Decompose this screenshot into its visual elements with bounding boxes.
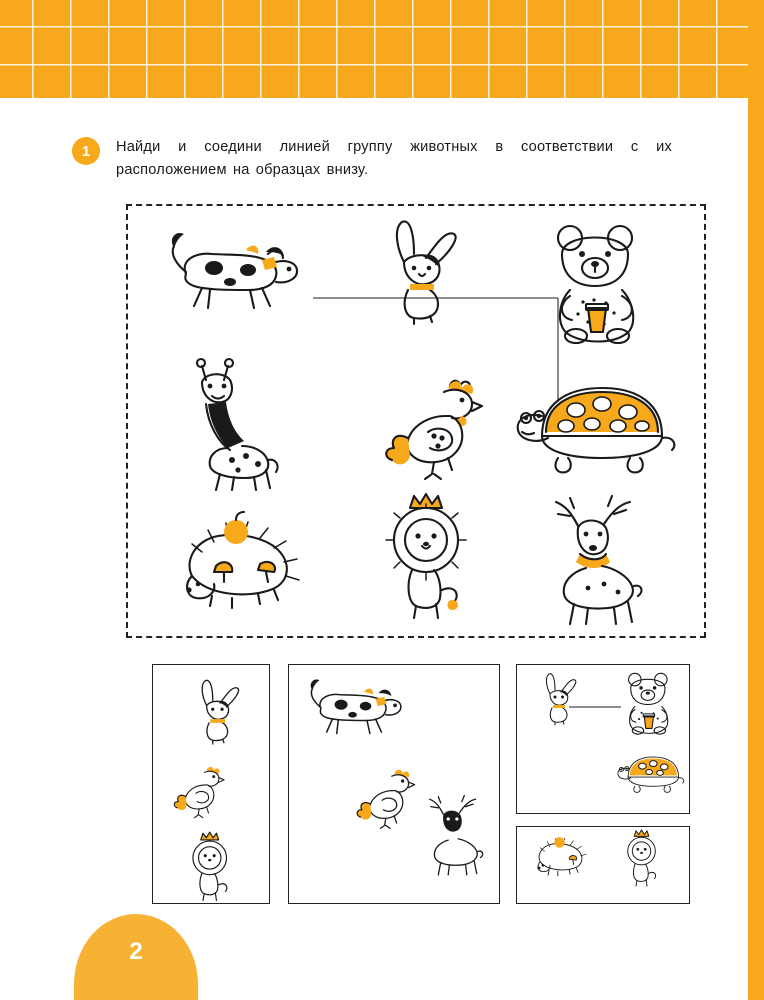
- animal-turtle[interactable]: [506, 374, 686, 479]
- right-accent-bar: [748, 0, 764, 1000]
- animal-giraffe[interactable]: [172, 350, 292, 490]
- animal-rooster[interactable]: [376, 370, 506, 480]
- task-number-badge: 1: [72, 137, 100, 165]
- task-instruction-text: Найди и соедини линией группу животных в соответствии с их расположением на образцах внизу.: [116, 139, 672, 178]
- sample-b-figures: [289, 665, 499, 903]
- page-number: 2: [129, 938, 143, 965]
- animal-bear[interactable]: [528, 210, 668, 350]
- sample-box-diagonal[interactable]: [288, 664, 500, 904]
- animal-lion[interactable]: [364, 492, 484, 622]
- sample-a-figures: [153, 665, 269, 903]
- grid-pattern: [0, 0, 764, 98]
- sample-c-figures: [517, 665, 689, 813]
- sample-d-figures: [517, 827, 689, 903]
- animal-deer[interactable]: [526, 492, 666, 627]
- decorative-grid-banner: [0, 0, 764, 98]
- animal-hedgehog[interactable]: [162, 506, 312, 616]
- animal-rabbit[interactable]: [366, 216, 476, 326]
- task-header: [72, 136, 672, 181]
- sample-box-horizontal[interactable]: [516, 826, 690, 904]
- sample-box-vertical[interactable]: [152, 664, 270, 904]
- animal-dog[interactable]: [150, 224, 300, 319]
- sample-box-corner[interactable]: [516, 664, 690, 814]
- animal-grid-panel: [126, 204, 706, 638]
